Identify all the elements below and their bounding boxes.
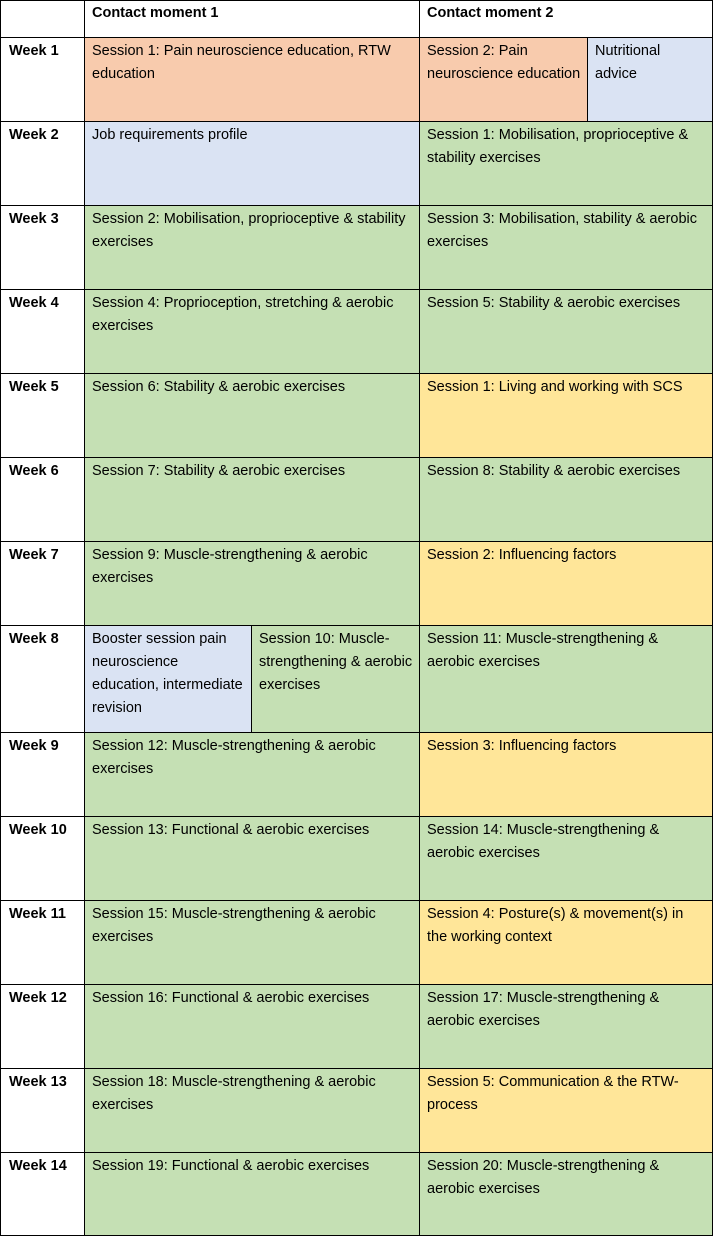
session-cell: Session 13: Functional & aerobic exercises: [84, 816, 419, 900]
session-cell: Session 3: Influencing factors: [419, 732, 713, 816]
week-label: Week 8: [0, 625, 84, 732]
session-cell: Session 9: Muscle-strengthening & aerobic exercises: [84, 541, 419, 625]
week-label: Week 13: [0, 1068, 84, 1152]
week-label: Week 11: [0, 900, 84, 984]
session-cell: Session 4: Proprioception, stretching & aerobic exercises: [84, 289, 419, 373]
session-cell: Session 16: Functional & aerobic exercises: [84, 984, 419, 1068]
session-cell: Session 20: Muscle-strengthening & aerobic exercises: [419, 1152, 713, 1236]
week-label: Week 3: [0, 205, 84, 289]
week-label: Week 9: [0, 732, 84, 816]
week-label: Week 1: [0, 37, 84, 121]
week-label: Week 12: [0, 984, 84, 1068]
week-label: Week 6: [0, 457, 84, 541]
header-contact-moment-1: Contact moment 1: [84, 0, 419, 37]
session-cell: Session 1: Living and working with SCS: [419, 373, 713, 457]
week-label: Week 5: [0, 373, 84, 457]
session-cell: Session 4: Posture(s) & movement(s) in the working context: [419, 900, 713, 984]
session-cell: Session 8: Stability & aerobic exercises: [419, 457, 713, 541]
corner-cell: [0, 0, 84, 37]
session-cell: Session 17: Muscle-strengthening & aerobic exercises: [419, 984, 713, 1068]
week-label: Week 14: [0, 1152, 84, 1236]
week-label: Week 7: [0, 541, 84, 625]
session-cell: Session 6: Stability & aerobic exercises: [84, 373, 419, 457]
session-cell: Booster session pain neuroscience education, intermediate revision: [84, 625, 251, 732]
session-cell: Session 18: Muscle-strengthening & aerobic exercises: [84, 1068, 419, 1152]
session-cell: Session 7: Stability & aerobic exercises: [84, 457, 419, 541]
session-cell: Session 2: Influencing factors: [419, 541, 713, 625]
session-cell: Session 2: Mobilisation, proprioceptive & stability exercises: [84, 205, 419, 289]
session-cell: Session 10: Muscle-strengthening & aerobic exercises: [251, 625, 419, 732]
session-cell: Session 5: Stability & aerobic exercises: [419, 289, 713, 373]
session-cell: Session 3: Mobilisation, stability & aerobic exercises: [419, 205, 713, 289]
week-label: Week 10: [0, 816, 84, 900]
session-cell: Session 12: Muscle-strengthening & aerobic exercises: [84, 732, 419, 816]
session-cell: Session 1: Mobilisation, proprioceptive & stability exercises: [419, 121, 713, 205]
session-cell: Session 11: Muscle-strengthening & aerobic exercises: [419, 625, 713, 732]
session-cell: Session 14: Muscle-strengthening & aerobic exercises: [419, 816, 713, 900]
session-cell: Session 1: Pain neuroscience education, RTW education: [84, 37, 419, 121]
session-cell: Session 19: Functional & aerobic exercises: [84, 1152, 419, 1236]
session-cell: Job requirements profile: [84, 121, 419, 205]
header-contact-moment-2: Contact moment 2: [419, 0, 713, 37]
session-cell: Session 15: Muscle-strengthening & aerobic exercises: [84, 900, 419, 984]
week-label: Week 2: [0, 121, 84, 205]
session-cell: Session 2: Pain neuroscience education: [419, 37, 587, 121]
session-cell: Session 5: Communication & the RTW-process: [419, 1068, 713, 1152]
week-label: Week 4: [0, 289, 84, 373]
session-cell: Nutritional advice: [587, 37, 713, 121]
